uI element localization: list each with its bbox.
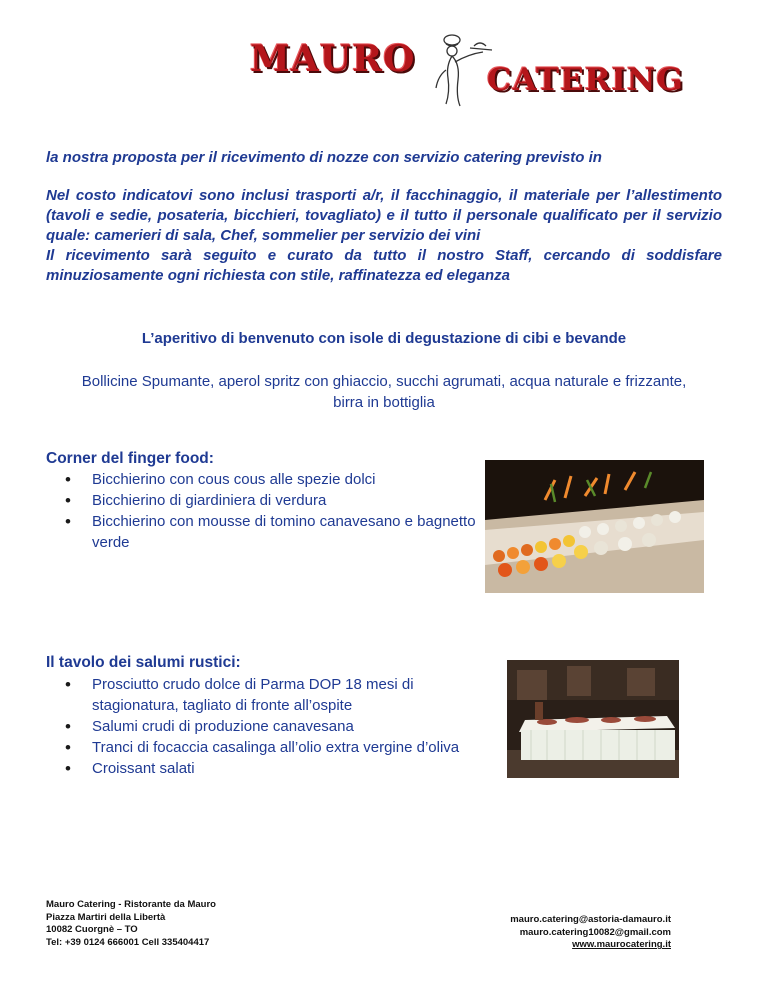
list-item: • Bicchierino con mousse di tomino canavesano e bagnetto verde [92,511,494,553]
footer-email-1[interactable]: mauro.catering@astoria-damauro.it [510,914,671,925]
footer-contact-address [46,899,216,949]
list-item: • Tranci di focaccia casalinga all’olio extra vergine d’oliva [92,737,494,758]
salumi-list [46,674,494,779]
logo-word-catering: CATERING [487,62,684,98]
list-item: • Croissant salati [92,758,494,779]
list-item: • Bicchierino di giardiniera di verdura [92,490,494,511]
logo-word-mauro: MAURO [250,38,416,80]
list-item: • Prosciutto crudo dolce di Parma DOP 18 mesi di stagionatura, tagliato di fronte all’ospite [92,674,494,716]
intro-paragraph: Nel costo indicatovi sono inclusi trasporti a/r, il facchinaggio, il materiale per l’allestimento (tavoli e sedie, posateria, bicchieri, tovagliato) e il tutto il personale qualificato per il servizio quale: camerieri di sala, Chef, sommelier per servizio dei vini [46,187,722,244]
footer-contact-online [510,914,671,952]
list-item: • Bicchierino con cous cous alle spezie dolci [92,469,494,490]
footer-website-link[interactable]: www.maurocatering.it [572,939,671,950]
intro-paragraph-2: Il ricevimento sarà seguito e curato da tutto il nostro Staff, cercando di soddisfare minuziosamente ogni richiesta con stile, raffinatezza ed eleganza [46,247,722,284]
list-item: • Salumi crudi di produzione canavesana [92,716,494,737]
chef-with-tray-icon [422,30,494,108]
footer-city: 10082 Cuorgnè – TO [46,924,138,935]
intro-first-line: la nostra proposta per il ricevimento di nozze con servizio catering previsto in [46,149,602,166]
footer-phone: Tel: +39 0124 666001 Cell 335404417 [46,936,210,948]
finger-food-photo [485,460,704,593]
salumi-table-photo [507,660,679,778]
finger-food-list [46,469,494,553]
salumi-title: Il tavolo dei salumi rustici: [46,654,241,671]
finger-food-title: Corner del finger food: [46,450,214,467]
drinks-line-1: Bollicine Spumante, aperol spritz con ghiaccio, succhi agrumati, acqua naturale e frizzante, [81,373,687,390]
aperitivo-drinks [46,371,722,413]
footer-company: Mauro Catering - Ristorante da Mauro [46,899,216,910]
drinks-line-2: birra in bottiglia [333,394,435,411]
footer-street: Piazza Martiri della Libertà [46,911,166,923]
aperitivo-title: L’aperitivo di benvenuto con isole di degustazione di cibi e bevande [141,330,627,347]
footer-email-2[interactable]: mauro.catering10082@gmail.com [519,926,671,938]
